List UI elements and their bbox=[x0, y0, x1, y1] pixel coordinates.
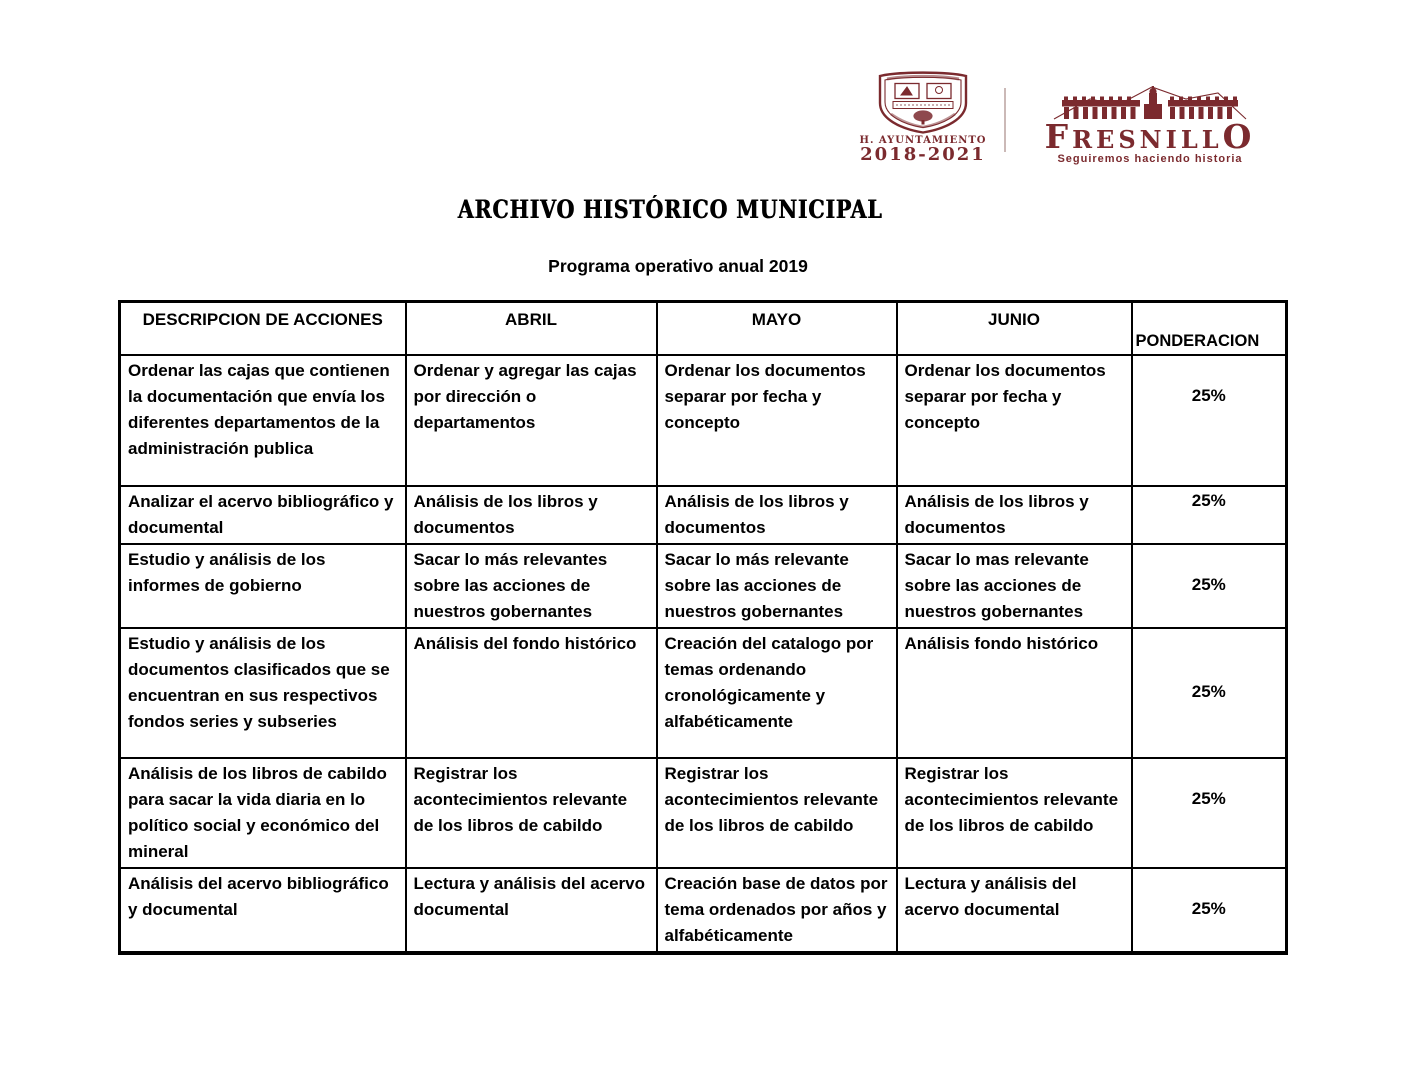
cell-abril: Ordenar y agregar las cajas por dirección o departamentos bbox=[406, 355, 657, 486]
cell-ponderacion: 25% bbox=[1132, 758, 1287, 868]
cell-ponderacion: 25% bbox=[1132, 628, 1287, 758]
table-row bbox=[120, 486, 1287, 544]
cell-mayo: Creación del catalogo por temas ordenando cronológicamente y alfabéticamente bbox=[657, 628, 897, 758]
table-row bbox=[120, 868, 1287, 953]
cell-ponderacion: 25% bbox=[1132, 544, 1287, 628]
cell-junio: Análisis de los libros y documentos bbox=[897, 486, 1132, 544]
cell-descripcion: Análisis de los libros de cabildo para sacar la vida diaria en lo político social y económico del mineral bbox=[120, 758, 406, 868]
cell-mayo: Sacar lo más relevante sobre las acciones de nuestros gobernantes bbox=[657, 544, 897, 628]
cell-abril: Análisis del fondo histórico bbox=[406, 628, 657, 758]
cell-abril: Análisis de los libros y documentos bbox=[406, 486, 657, 544]
fresnillo-wordmark: FRESNILLO bbox=[1044, 117, 1256, 156]
header-abril: ABRIL bbox=[406, 302, 657, 355]
cell-mayo: Ordenar los documentos separar por fecha y concepto bbox=[657, 355, 897, 486]
table-header-row bbox=[120, 302, 1287, 355]
cell-abril: Sacar lo más relevantes sobre las acciones de nuestros gobernantes bbox=[406, 544, 657, 628]
cell-junio: Lectura y análisis del acervo documental bbox=[897, 868, 1132, 953]
cell-junio: Registrar los acontecimientos relevante de los libros de cabildo bbox=[897, 758, 1132, 868]
aqueduct-icon bbox=[1052, 84, 1248, 124]
cell-abril: Registrar los acontecimientos relevante de los libros de cabildo bbox=[406, 758, 657, 868]
cell-descripcion: Ordenar las cajas que contienen la documentación que envía los diferentes departamentos de la administración publica bbox=[120, 355, 406, 486]
logo-divider bbox=[1004, 88, 1006, 152]
programa-operativo-table bbox=[118, 300, 1288, 955]
table-row bbox=[120, 758, 1287, 868]
fresnillo-tagline: Seguiremos haciendo historia bbox=[1057, 153, 1243, 165]
cell-ponderacion: 25% bbox=[1132, 355, 1287, 486]
cell-mayo: Creación base de datos por tema ordenados por años y alfabéticamente bbox=[657, 868, 897, 953]
crest-years: 2018-2021 bbox=[860, 144, 986, 165]
table-row bbox=[120, 544, 1287, 628]
cell-descripcion: Estudio y análisis de los informes de gobierno bbox=[120, 544, 406, 628]
cell-junio: Sacar lo mas relevante sobre las acciones de nuestros gobernantes bbox=[897, 544, 1132, 628]
shield-icon bbox=[871, 70, 975, 134]
table-row bbox=[120, 628, 1287, 758]
header-junio: JUNIO bbox=[897, 302, 1132, 355]
cell-abril: Lectura y análisis del acervo documental bbox=[406, 868, 657, 953]
cell-descripcion: Estudio y análisis de los documentos clasificados que se encuentran en sus respectivos fondos series y subseries bbox=[120, 628, 406, 758]
cell-ponderacion: 25% bbox=[1132, 868, 1287, 953]
crest-caption: H. AYUNTAMIENTO bbox=[859, 135, 987, 146]
cell-ponderacion: 25% bbox=[1132, 486, 1287, 544]
cell-mayo: Registrar los acontecimientos relevante de los libros de cabildo bbox=[657, 758, 897, 868]
header-descripcion: DESCRIPCION DE ACCIONES bbox=[120, 302, 406, 355]
cell-junio: Ordenar los documentos separar por fecha y concepto bbox=[897, 355, 1132, 486]
ayuntamiento-crest-logo bbox=[858, 70, 988, 164]
cell-descripcion: Analizar el acervo bibliográfico y documental bbox=[120, 486, 406, 544]
cell-descripcion: Análisis del acervo bibliográfico y documental bbox=[120, 868, 406, 953]
cell-junio: Análisis fondo histórico bbox=[897, 628, 1132, 758]
fresnillo-logo bbox=[1026, 84, 1274, 165]
header-ponderacion: PONDERACION bbox=[1132, 302, 1287, 355]
cell-mayo: Análisis de los libros y documentos bbox=[657, 486, 897, 544]
page-title: ARCHIVO HISTÓRICO MUNICIPAL bbox=[457, 195, 883, 224]
page-subtitle: Programa operativo anual 2019 bbox=[548, 256, 808, 276]
table-row bbox=[120, 355, 1287, 486]
header-mayo: MAYO bbox=[657, 302, 897, 355]
